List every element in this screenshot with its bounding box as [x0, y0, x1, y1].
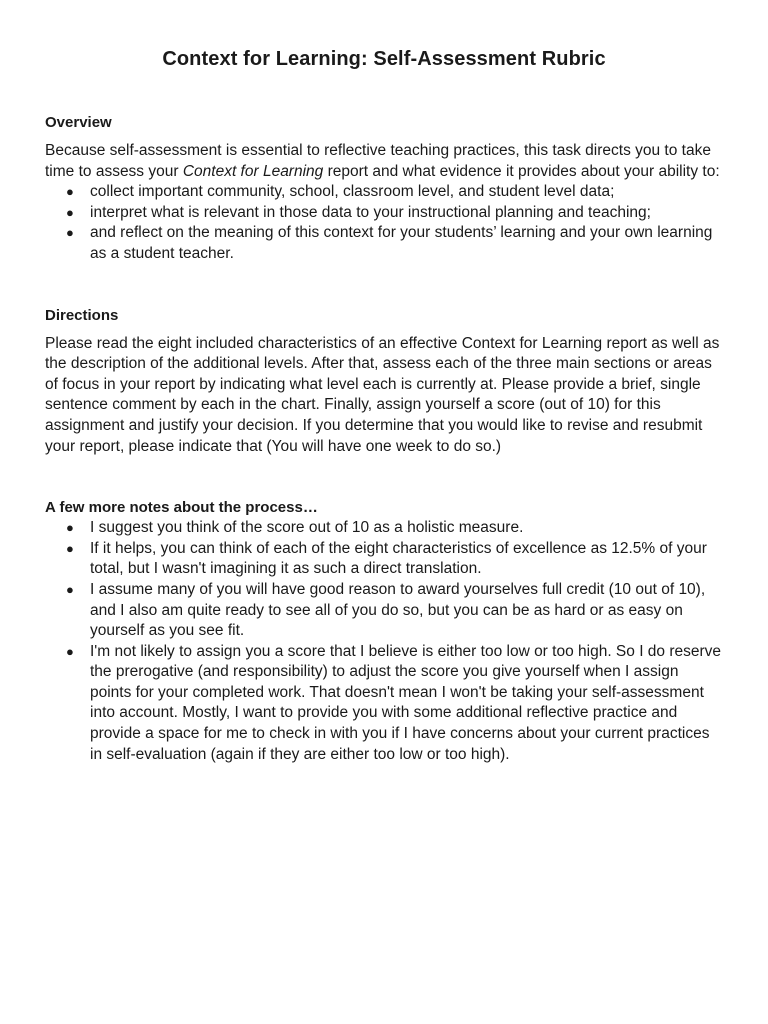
- list-item: [45, 580, 723, 642]
- list-item: [45, 518, 723, 539]
- list-item-text: and reflect on the meaning of this context for your students’ learning and your own learning as a student teacher.: [90, 224, 713, 262]
- list-item-text: interpret what is relevant in those data to your instructional planning and teaching;: [90, 203, 651, 221]
- bullet-icon: ●: [66, 540, 74, 556]
- directions-heading: Directions: [45, 306, 119, 324]
- page-title: Context for Learning: Self-Assessment Rubric: [162, 48, 606, 70]
- list-item: [45, 223, 723, 264]
- overview-intro: [45, 141, 723, 182]
- overview-intro-text-end: report and what evidence it provides about your ability to:: [323, 162, 720, 180]
- bullet-icon: ●: [66, 204, 74, 220]
- list-item-text: If it helps, you can think of each of the eight characteristics of excellence as 12.5% of your total, but I wasn't imagining it as such a direct translation.: [90, 539, 707, 578]
- list-item-text: I suggest you think of the score out of 10 as a holistic measure.: [90, 519, 524, 537]
- list-item: [45, 642, 723, 766]
- bullet-icon: ●: [66, 643, 74, 659]
- notes-heading: A few more notes about the process…: [45, 499, 318, 517]
- bullet-icon: ●: [66, 225, 74, 241]
- overview-bullet-list: [45, 182, 723, 264]
- list-item-text: I assume many of you will have good reason to award yourselves full credit (10 out of 10), and I also am quite ready to see all of you do so, but you can be as hard or as easy on yourself as you see fit.: [90, 580, 706, 640]
- bullet-icon: ●: [66, 520, 74, 536]
- overview-intro-text: Because self-assessment is essential to reflective teaching practices, this task directs you to take time to assess your: [45, 142, 711, 180]
- notes-bullet-list: [45, 518, 723, 765]
- overview-heading: Overview: [45, 114, 112, 131]
- bullet-icon: ●: [66, 184, 74, 200]
- list-item-text: collect important community, school, classroom level, and student level data;: [90, 183, 615, 201]
- overview-intro-report-name: Context for Learning: [182, 162, 324, 180]
- list-item: [45, 203, 723, 224]
- list-item: [45, 539, 723, 580]
- directions-body: Please read the eight included characteristics of an effective Context for Learning report as well as the description of the additional levels. After that, assess each of the three main sections or areas of focus in your report by indicating what level each is currently at. Please provide a brief, single sentence comment by each in the chart. Finally, assign yourself a score (out of 10) for this assignment and justify your decision. If you determine that you would like to revise and resubmit your report, please indicate that (You will have one week to do so.): [45, 334, 720, 455]
- list-item: [45, 182, 723, 203]
- list-item-text: I'm not likely to assign you a score that I believe is either too low or too high. So I do reserve the prerogative (and responsibility) to adjust the score you give yourself when I assign points for your completed work. That doesn't mean I won't be taking your self-assessment into account. Mostly, I want to provide you with some additional reflective practice and provide a space for me to check in with you if I have concerns about your current practices in self-evaluation (again if they are either too low or too high).: [90, 642, 722, 763]
- bullet-icon: ●: [66, 581, 74, 597]
